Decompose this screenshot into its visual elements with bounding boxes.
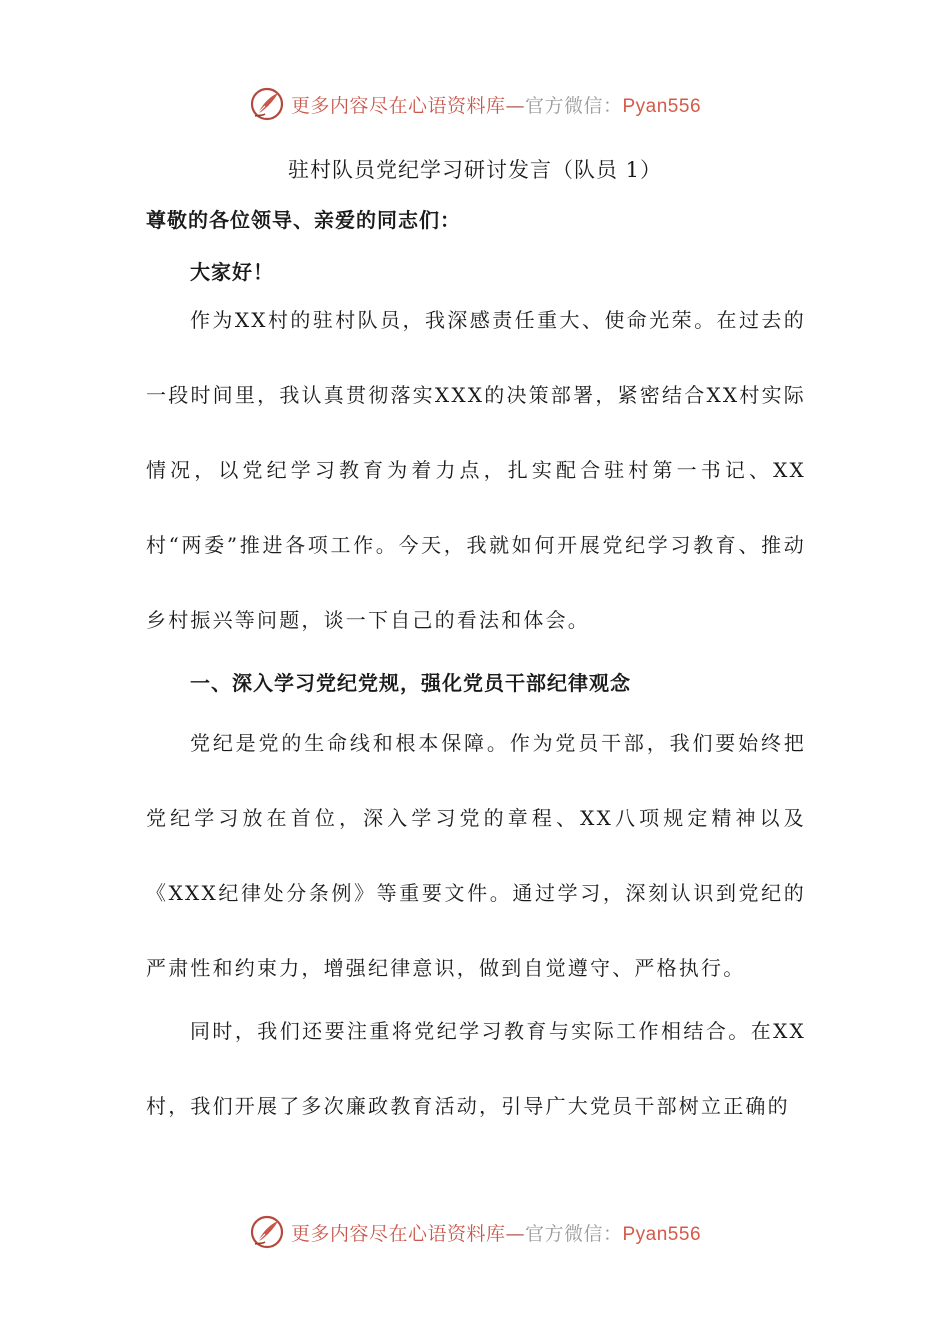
watermark-brand: 更多内容尽在心语资料库 xyxy=(290,94,506,117)
quill-pen-icon xyxy=(249,1214,285,1250)
intro-paragraph: 作为XX村的驻村队员，我深感责任重大、使命光荣。在过去的一段时间里，我认真贯彻落实XXX的决策部署，紧密结合XX村实际情况，以党纪学习教育为着力点，扎实配合驻村第一书记、XX村“两委”推进各项工作。今天，我就如何开展党纪学习教育、推动乡村振兴等问题，谈一下自己的看法和体会。 xyxy=(146,308,806,632)
section-paragraph: 同时，我们还要注重将党纪学习教育与实际工作相结合。在XX村，我们开展了多次廉政教育活动，引导广大党员干部树立正确的 xyxy=(146,1019,806,1118)
watermark-text xyxy=(291,91,701,118)
watermark-separator: — xyxy=(505,1222,525,1245)
greeting: 大家好！ xyxy=(190,260,274,284)
watermark-wechat-id: Pyan556 xyxy=(622,1223,702,1245)
quill-pen-icon xyxy=(249,86,285,122)
watermark-wechat-id: Pyan556 xyxy=(622,95,702,117)
watermark-brand: 更多内容尽在心语资料库 xyxy=(290,1222,506,1245)
section-heading: 一、深入学习党纪党规，强化党员干部纪律观念 xyxy=(190,671,631,695)
watermark-banner-bottom xyxy=(0,1212,950,1252)
watermark-wechat-label: 官方微信： xyxy=(524,1222,623,1245)
watermark-text xyxy=(291,1219,701,1246)
document-title: 驻村队员党纪学习研讨发言（队员 1） xyxy=(287,158,663,182)
watermark-wechat-label: 官方微信： xyxy=(524,94,623,117)
salutation: 尊敬的各位领导、亲爱的同志们： xyxy=(146,208,461,232)
section-paragraph: 党纪是党的生命线和根本保障。作为党员干部，我们要始终把党纪学习放在首位，深入学习党的章程、XX八项规定精神以及《XXX纪律处分条例》等重要文件。通过学习，深刻认识到党纪的严肃性和约束力，增强纪律意识，做到自觉遵守、严格执行。 xyxy=(146,731,806,980)
watermark-separator: — xyxy=(505,94,525,117)
watermark-banner-top xyxy=(0,84,950,124)
